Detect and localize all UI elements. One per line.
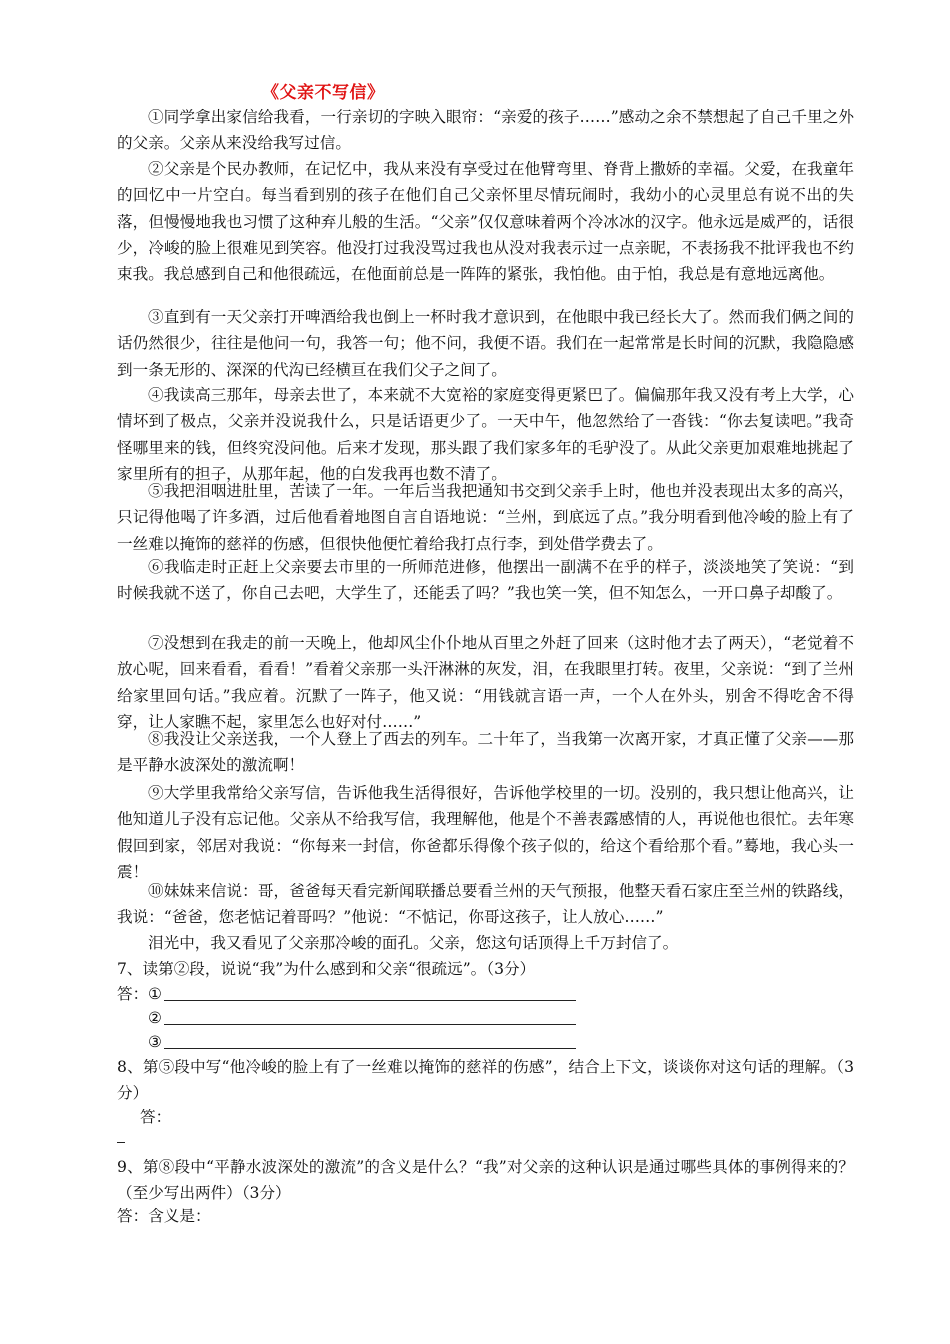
paragraph-11: 泪光中，我又看见了父亲那冷峻的面孔。父亲，您这句话顶得上千万封信了。 (148, 934, 679, 952)
paragraph-1: ①同学拿出家信给我看，一行亲切的字映入眼帘：“亲爱的孩子……”感动之余不禁想起了自己千里之外的父亲。父亲从来没给我写过信。 (117, 108, 854, 153)
question-7: 7、读第②段，说说“我”为什么感到和父亲“很疏远”。（3分） (117, 960, 536, 978)
paragraph-2: ②父亲是个民办教师，在记忆中，我从来没有享受过在他臂弯里、脊背上撒娇的幸福。父爱，在我童年的回忆中一片空白。每当看到别的孩子在他们自己父亲怀里尽情玩闹时，我幼小的心灵里总有说不出的失落，但慢慢地我也习惯了这种弃儿般的生活。“父亲”仅仅意味着两个冷冰冰的汉字。他永远是威严的，话很少，冷峻的脸上很难见到笑容。他没打过我没骂过我也从没对我表示过一点亲昵，不表扬我不批评我也不约束我。我总感到自己和他很疏远，在他面前总是一阵阵的紧张，我怕他。由于怕，我总是有意地远离他。 (117, 160, 854, 284)
article-title: 《父亲不写信》 (262, 83, 385, 103)
paragraph-3: ③直到有一天父亲打开啤酒给我也倒上一杯时我才意识到，在他眼中我已经长大了。然而我们俩之间的话仍然很少，往往是他问一句，我答一句；他不问，我便不语。我们在一起常常是长时间的沉默，我隐隐感到一条无形的、深深的代沟已经横亘在我们父子之间了。 (117, 308, 854, 379)
paragraph-10: ⑩妹妹来信说：哥，爸爸每天看完新闻联播总要看兰州的天气预报，他整天看石家庄至兰州的铁路线，我说：“爸爸，您老惦记着哥吗？”他说：“不惦记，你哥这孩子，让人放心……” (117, 882, 854, 927)
answer-line-3[interactable] (164, 1048, 576, 1049)
question-7-answer-label: 答： (117, 985, 149, 1003)
paragraph-9: ⑨大学里我常给父亲写信，告诉他我生活得很好，告诉他学校里的一切。没别的，我只想让他高兴，让他知道儿子没有忘记他。父亲从不给我写信，我理解他，他是个不善表露感情的人，再说他也很忙。去年寒假回到家，邻居对我说：“你每来一封信，你爸都乐得像个孩子似的，给这个看给那个看。”蓦地，我心头一震！ (117, 784, 854, 881)
paragraph-6: ⑥我临走时正赶上父亲要去市里的一所师范进修，他摆出一副满不在乎的样子，淡淡地笑了笑说：“到时候我就不送了，你自己去吧，大学生了，还能丢了吗？”我也笑一笑，但不知怎么，一开口鼻子却酸了。 (117, 558, 854, 603)
question-8: 8、第⑤段中写“他冷峻的脸上有了一丝难以掩饰的慈祥的伤感”，结合上下文，谈谈你对这句话的理解。（3分） (117, 1058, 854, 1103)
paragraph-4: ④我读高三那年，母亲去世了，本来就不大宽裕的家庭变得更紧巴了。偏偏那年我又没有考上大学，心情坏到了极点，父亲并没说我什么，只是话语更少了。一天中午，他忽然给了一沓钱：“你去复读吧。”我奇怪哪里来的钱，但终究没问他。后来才发现，那头跟了我们家多年的毛驴没了。从此父亲更加艰难地挑起了家里所有的担子，从那年起，他的白发我再也数不清了。 (117, 386, 854, 483)
answer-dash (117, 1142, 125, 1143)
question-8-answer-label: 答： (140, 1108, 172, 1126)
answer-line-2[interactable] (164, 1024, 576, 1025)
question-9-answer-label: 答：含义是： (117, 1207, 211, 1225)
answer-marker-1: ① (148, 985, 162, 1003)
paragraph-7: ⑦没想到在我走的前一天晚上，他却风尘仆仆地从百里之外赶了回来（这时他才去了两天），“老觉着不放心呢，回来看看，看看！”看着父亲那一头汗淋淋的灰发，泪，在我眼里打转。夜里，父亲说：“到了兰州给家里回句话。”我应着。沉默了一阵子，他又说：“用钱就言语一声，一个人在外头，别舍不得吃舍不得穿，让人家瞧不起，家里怎么也好对付……” (117, 634, 854, 731)
paragraph-5: ⑤我把泪咽进肚里，苦读了一年。一年后当我把通知书交到父亲手上时，他也并没表现出太多的高兴，只记得他喝了许多酒，过后他看着地图自言自语地说：“兰州，到底远了点。”我分明看到他冷峻的脸上有了一丝难以掩饰的慈祥的伤感，但很快他便忙着给我打点行李，到处借学费去了。 (117, 482, 854, 553)
answer-marker-3: ③ (148, 1033, 162, 1051)
paragraph-8: ⑧我没让父亲送我，一个人登上了西去的列车。二十年了，当我第一次离开家，才真正懂了父亲——那是平静水波深处的激流啊！ (117, 730, 854, 775)
question-9: 9、第⑧段中“平静水波深处的激流”的含义是什么？“我”对父亲的这种认识是通过哪些具体的事例得来的？（至少写出两件）（3分） (117, 1158, 854, 1203)
answer-line-1[interactable] (164, 1000, 576, 1001)
answer-marker-2: ② (148, 1009, 162, 1027)
